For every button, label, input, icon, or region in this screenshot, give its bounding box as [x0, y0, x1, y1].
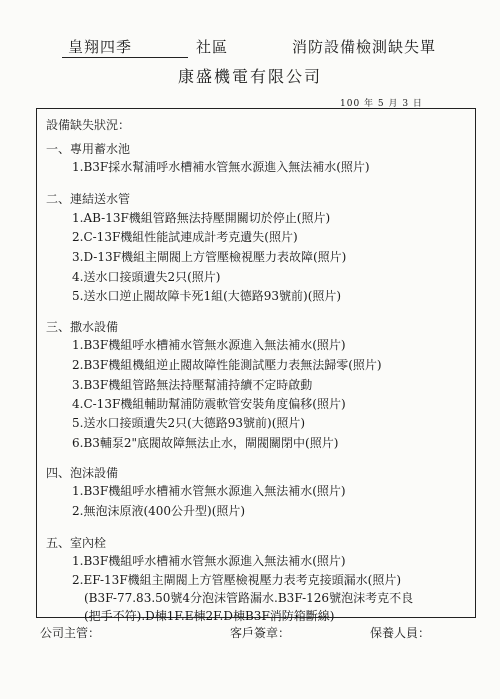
- deficiency-item: 1.B3F機組呼水槽補水管無水源進入無法補水(照片): [72, 484, 346, 498]
- section-title: 二、連結送水管: [46, 192, 131, 206]
- deficiency-item: 4.送水口接頭遺失2只(照片): [72, 270, 221, 284]
- section-title: 三、撒水設備: [46, 320, 119, 334]
- section-title: 四、泡沫設備: [46, 466, 119, 480]
- deficiency-item-continuation: (B3F-77.83.50號4分泡沫管路漏水.B3F-126號泡沫考克不良: [84, 591, 414, 605]
- deficiency-item: 5.送水口逆止閥故障卡死1組(大德路93號前)(照片): [72, 289, 342, 303]
- intro-label: 設備缺失狀況：: [46, 118, 131, 132]
- deficiency-item: 1.AB-13F機組管路無法持壓開關切於停止(照片): [72, 211, 331, 225]
- form-title: 消防設備檢測缺失單: [292, 38, 437, 56]
- manager-signature-label: 公司主管：: [40, 626, 101, 640]
- staff-signature-label: 保養人員：: [370, 626, 431, 640]
- deficiency-item: 4.C-13F機組輔助幫浦防震軟管安裝角度偏移(照片): [72, 397, 346, 411]
- company-name: 康盛機電有限公司: [177, 67, 322, 86]
- deficiency-item: 2.無泡沫原液(400公升型)(照片): [72, 504, 246, 518]
- deficiency-item: 2.C-13F機組性能試連成計考克遺失(照片): [72, 230, 298, 244]
- deficiency-item: 3.B3F機組管路無法持壓幫浦持續不定時啟動: [72, 378, 313, 392]
- deficiency-item: 3.D-13F機組主閘閥上方管壓檢視壓力表故障(照片): [72, 250, 347, 264]
- deficiency-item: 1.B3F機組呼水槽補水管無水源進入無法補水(照片): [72, 554, 346, 568]
- deficiency-item: 1.B3F機組呼水槽補水管無水源進入無法補水(照片): [72, 338, 346, 352]
- deficiency-item: 6.B3輔泵2"底閥故障無法止水，閘閥關閉中(照片): [72, 436, 339, 450]
- form-date: 100 年 5 月 3 日: [340, 99, 423, 109]
- section-title: 五、室內栓: [46, 536, 107, 550]
- deficiency-item: 2.EF-13F機組主閘閥上方管壓檢視壓力表考克接頭漏水(照片): [72, 573, 402, 587]
- deficiency-item: 5.送水口接頭遺失2只(大德路93號前)(照片): [72, 416, 306, 430]
- section-title: 一、專用蓄水池: [46, 142, 131, 156]
- deficiency-item: 2.B3F機組機組逆止閥故障性能測試壓力表無法歸零(照片): [72, 358, 382, 372]
- customer-signature-label: 客戶簽章：: [230, 626, 291, 640]
- community-name: 皇翔四季: [62, 36, 188, 58]
- deficiency-item-continuation: (把手不符).D棟1F.E棟2F.D棟B3F消防箱斷線): [84, 609, 335, 623]
- deficiency-item: 1.B3F採水幫浦呼水槽補水管無水源進入無法補水(照片): [72, 160, 370, 174]
- community-label: 社區: [196, 38, 229, 56]
